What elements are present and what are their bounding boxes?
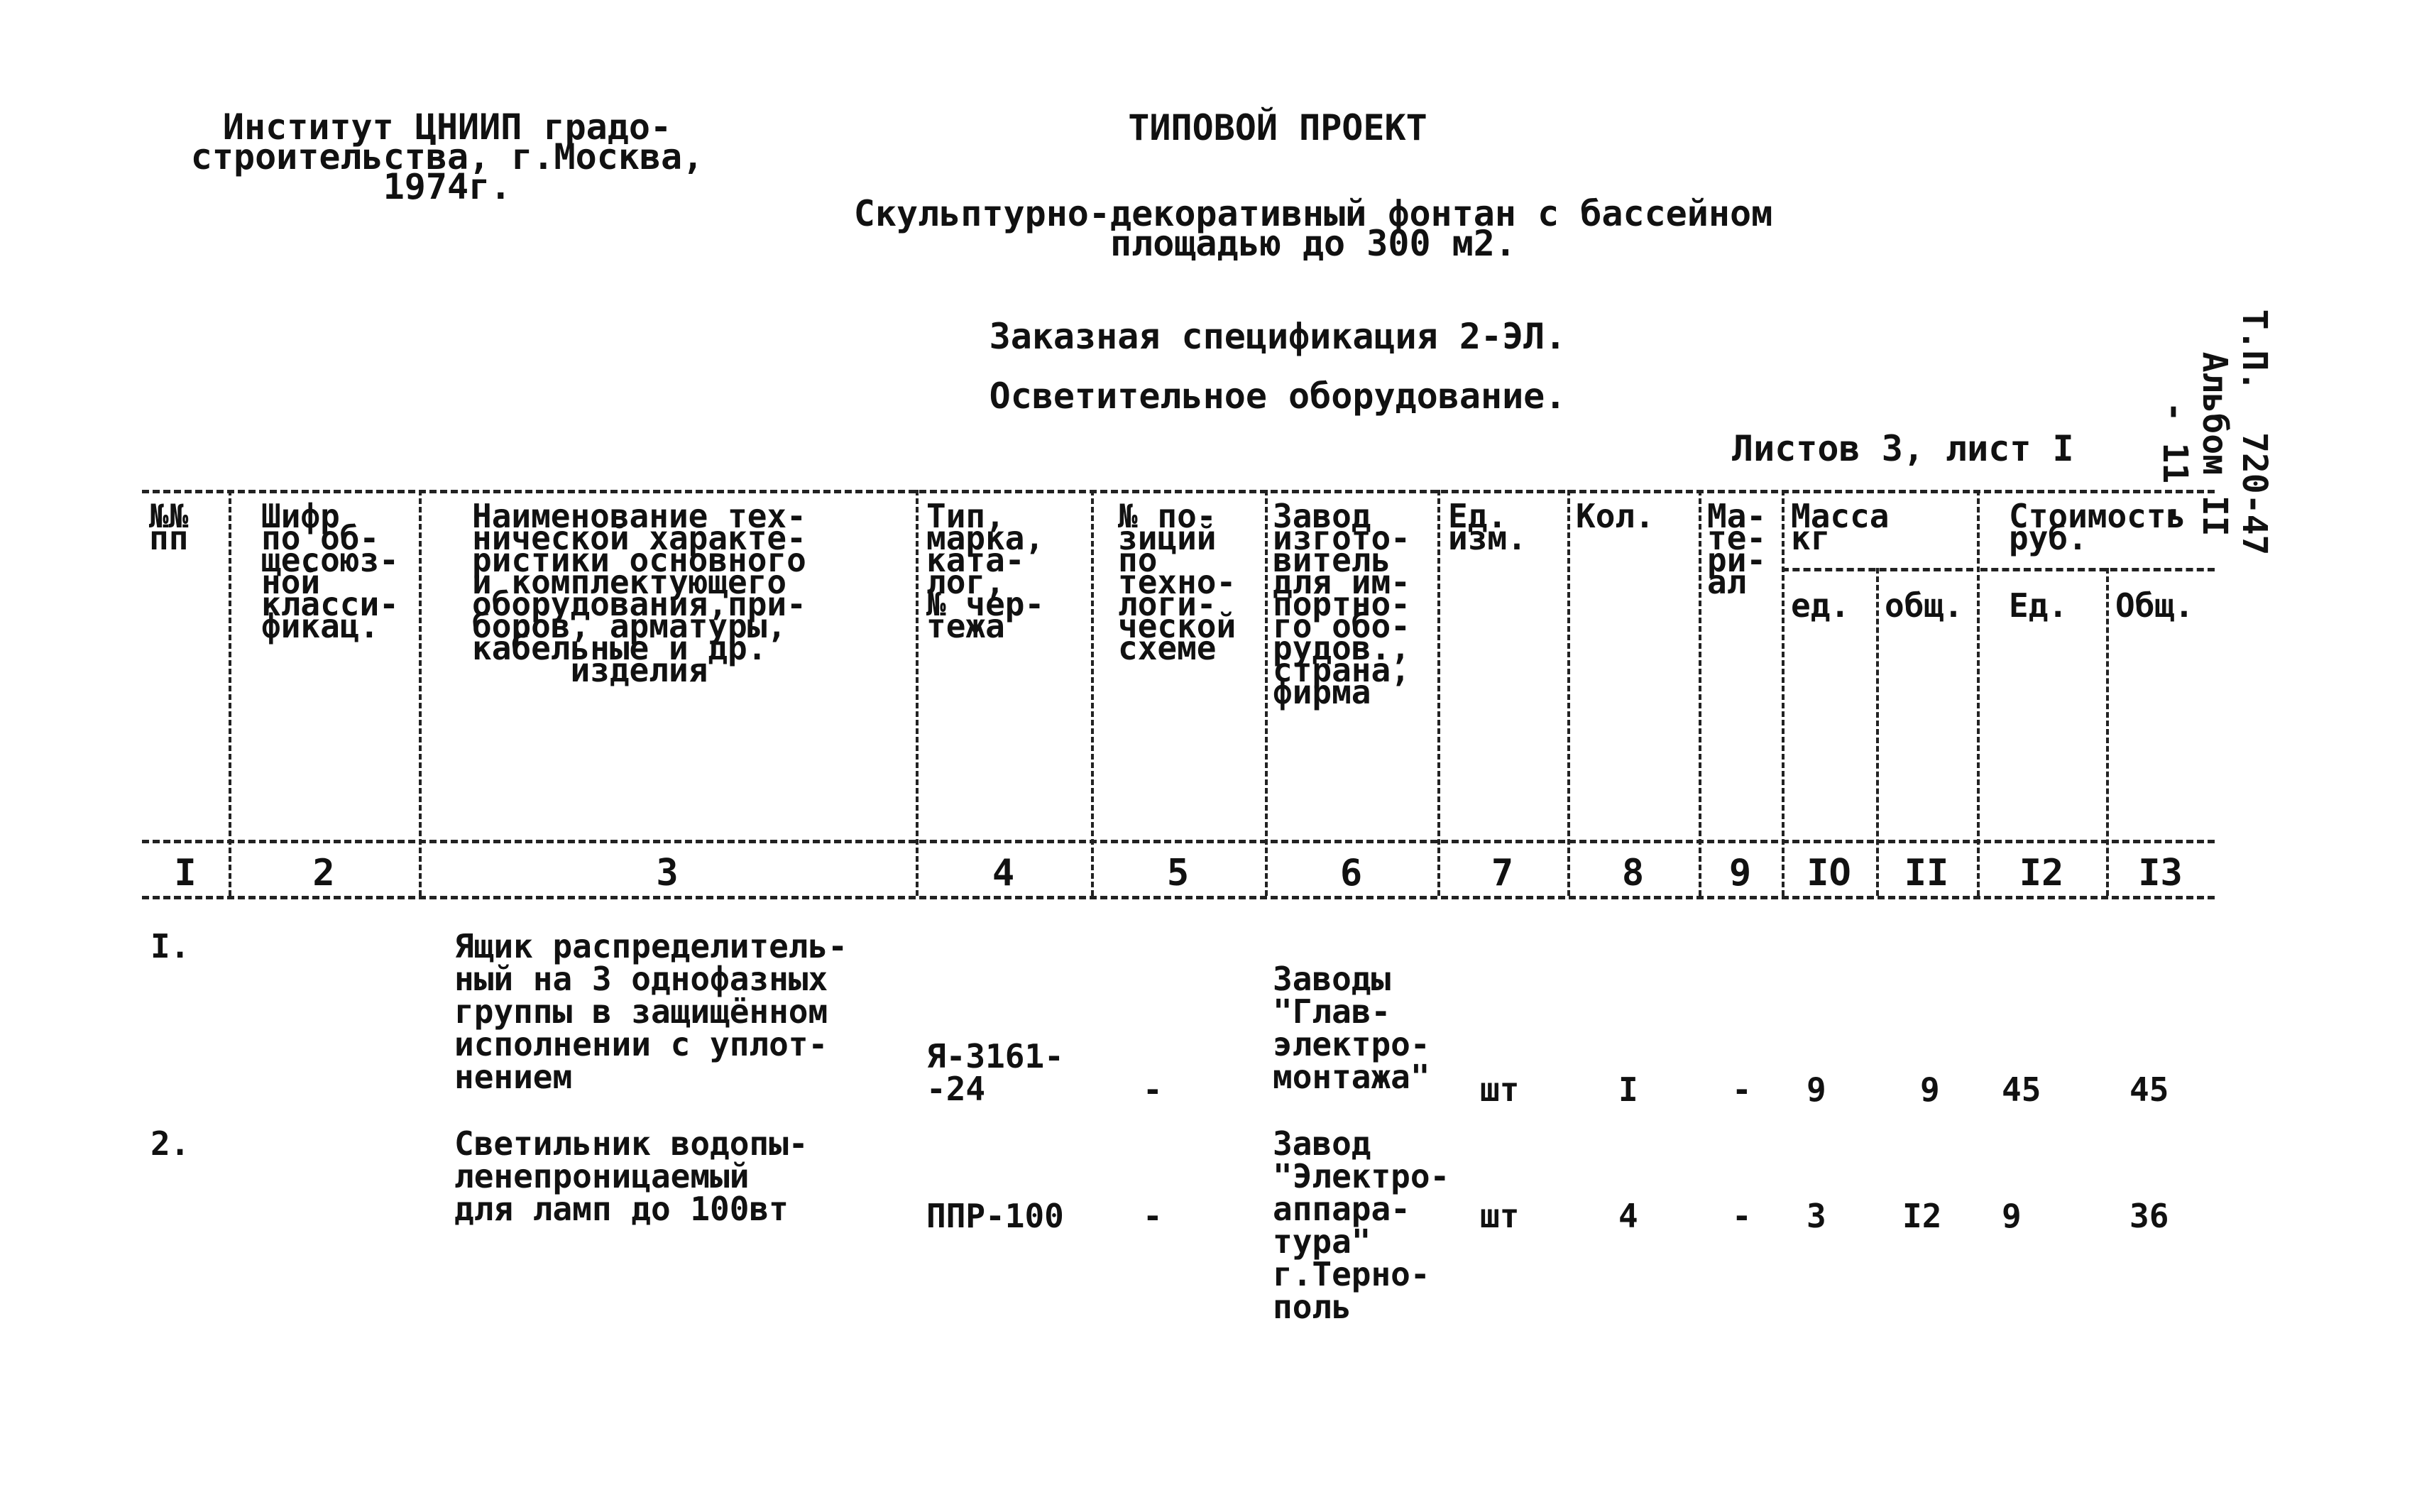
row-1-mass-total: 9 — [1920, 1070, 1940, 1109]
header-mass-unit: ед. — [1791, 586, 1851, 625]
col-divider — [1699, 490, 1701, 896]
row-1-position: - — [1143, 1070, 1163, 1109]
header-code: Шифр по об- щесоюз- ной класси- фикац. — [261, 497, 399, 645]
col-divider — [1437, 490, 1440, 896]
header-mass: Масса кг — [1791, 497, 1890, 557]
header-maker: Завод изгото- витель для им- портно- го обо- рудов., страна, фирма — [1273, 497, 1410, 711]
col-divider — [1265, 490, 1268, 896]
col-divider — [1567, 490, 1570, 896]
cost-subheader-line — [1980, 568, 2215, 571]
row-1-quantity: I — [1618, 1070, 1638, 1109]
column-number: II — [1904, 852, 1949, 894]
row-2-number: 2. — [150, 1124, 190, 1163]
column-number: I2 — [2019, 852, 2064, 894]
header-cost: Стоимость руб. — [2009, 497, 2186, 557]
row-2-quantity: 4 — [1618, 1197, 1638, 1235]
row-2-unit: шт — [1480, 1197, 1520, 1235]
col-divider — [1876, 568, 1879, 896]
column-number: 7 — [1491, 852, 1514, 894]
column-number: 9 — [1728, 852, 1752, 894]
col-divider — [916, 490, 919, 896]
column-number: 6 — [1339, 852, 1363, 894]
col-divider — [2106, 568, 2109, 896]
row-2-material: - — [1732, 1197, 1752, 1235]
spec-subtitle: Осветительное оборудование. — [989, 376, 1567, 417]
row-1-material: - — [1732, 1070, 1752, 1109]
column-number: 5 — [1166, 852, 1190, 894]
col-divider — [229, 490, 231, 896]
row-1-type: Я-3161- -24 — [926, 1037, 1064, 1108]
sheets-label: Листов 3, лист I — [1732, 428, 2074, 469]
col-divider — [1977, 490, 1980, 896]
project-type: ТИПОВОЙ ПРОЕКТ — [1128, 107, 1427, 148]
header-unit: Ед. изм. — [1448, 497, 1527, 557]
row-1-unit: шт — [1480, 1070, 1520, 1109]
column-numbers-bottom-border — [142, 896, 2215, 899]
row-1-cost-unit: 45 — [2002, 1070, 2041, 1109]
side-code: Т.П. 720-47 — [2235, 309, 2274, 556]
row-2-type: ППР-100 — [926, 1197, 1064, 1235]
header-material: Ма- те- ри- ал — [1707, 497, 1767, 601]
side-page: - 11 - — [2155, 401, 2195, 525]
column-number: I — [174, 852, 197, 894]
header-name: Наименование тех- нической характе- ристики основного и комплектующего оборудования,при- боров, арматуры, кабельные и др. изделия — [472, 497, 806, 689]
column-number: I3 — [2138, 852, 2183, 894]
column-number: 8 — [1621, 852, 1645, 894]
table-top-border — [142, 490, 2215, 493]
spec-title: Заказная спецификация 2-ЭЛ. — [989, 316, 1567, 357]
column-number: 3 — [656, 852, 679, 894]
col-divider — [1782, 490, 1785, 896]
project-title: Скульптурно-декоративный фонтан с бассейном площадью до 300 м2. — [853, 193, 1773, 264]
row-2-name: Светильник водопы- ленепроницаемый для ламп до 100вт — [454, 1124, 808, 1228]
row-1-name: Ящик распределитель- ный на 3 однофазных группы в защищённом исполнении с уплот- нением — [454, 927, 848, 1096]
row-2-cost-total: 36 — [2129, 1197, 2169, 1235]
header-cost-unit: Ед. — [2009, 586, 2068, 625]
side-album: Альбом II — [2195, 351, 2235, 537]
header-quantity: Кол. — [1576, 497, 1655, 535]
col-divider — [1091, 490, 1094, 896]
column-number: 2 — [312, 852, 335, 894]
header-position: № по- зиций по техно- логи- ческой схеме — [1118, 497, 1237, 667]
header-cost-total: Общ. — [2115, 586, 2194, 625]
col-divider — [419, 490, 422, 896]
row-2-mass-unit: 3 — [1807, 1197, 1826, 1235]
column-number: IO — [1807, 852, 1851, 894]
row-1-cost-total: 45 — [2129, 1070, 2169, 1109]
row-2-cost-unit: 9 — [2002, 1197, 2022, 1235]
row-2-maker: Завод "Электро- аппара- тура" г.Терно- поль — [1273, 1124, 1450, 1326]
row-2-mass-total: I2 — [1902, 1197, 1942, 1235]
row-1-mass-unit: 9 — [1807, 1070, 1826, 1109]
column-number: 4 — [992, 852, 1015, 894]
row-1-number: I. — [150, 927, 190, 965]
row-2-position: - — [1143, 1197, 1163, 1235]
header-number: №№ пп — [149, 497, 189, 557]
table-header-bottom-border — [142, 840, 2215, 843]
header-mass-total: общ. — [1885, 586, 1963, 625]
institute-label: Институт ЦНИИП градо- строительства, г.Москва, 1974г. — [190, 106, 704, 207]
row-1-maker: Заводы "Глав- электро- монтажа" — [1273, 960, 1430, 1096]
header-type: Тип, марка, ката- лог, № чер- тежа — [926, 497, 1045, 645]
